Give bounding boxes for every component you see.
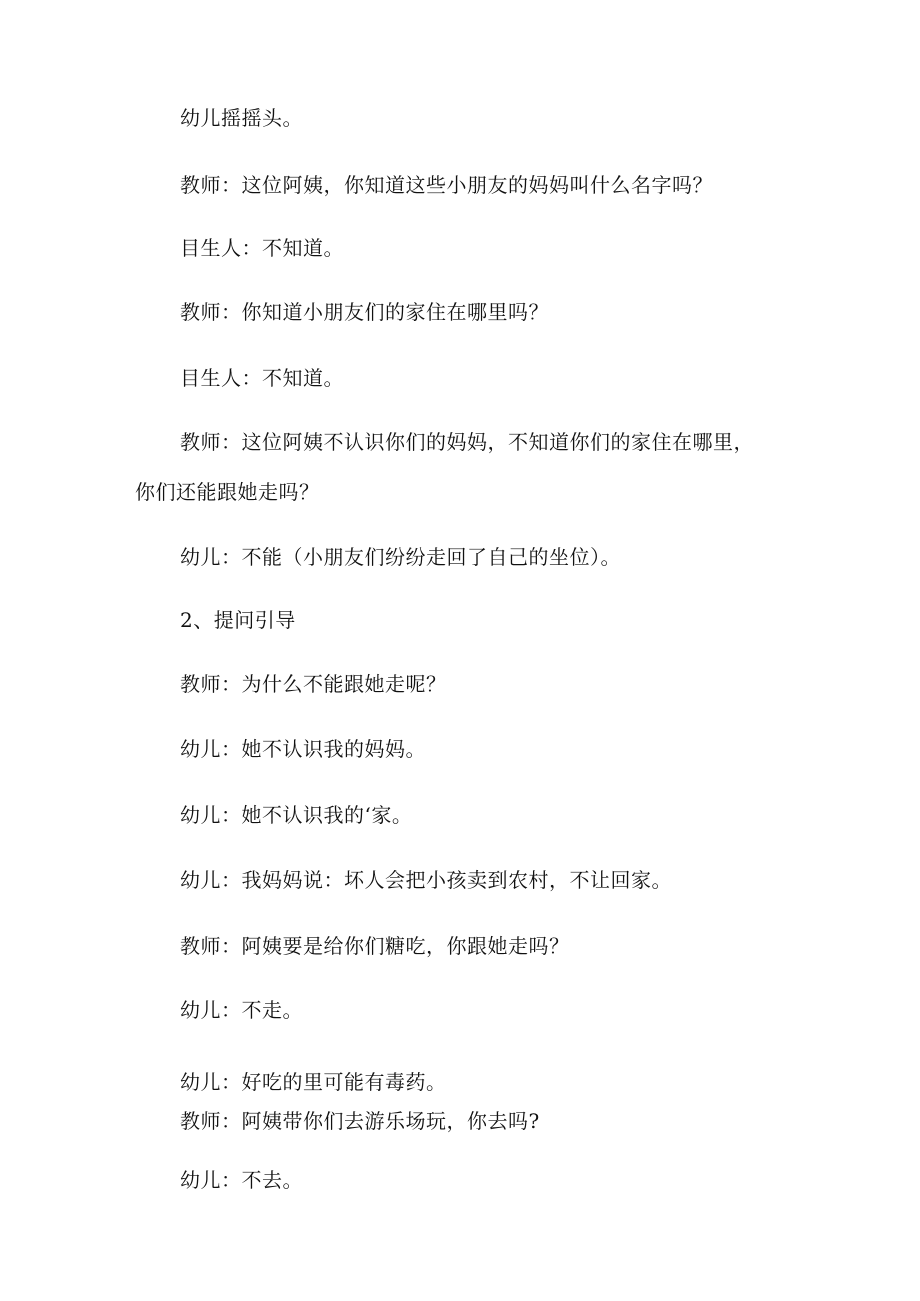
paragraph-line: 幼儿：好吃的里可能有毒药。 [180, 1070, 447, 1094]
paragraph-line: 教师：阿姨要是给你们糖吃，你跟她走吗？ [180, 934, 570, 958]
paragraph-line: 教师：这位阿姨，你知道这些小朋友的妈妈叫什么名字吗？ [180, 173, 713, 197]
paragraph-line: 幼儿：不能（小朋友们纷纷走回了自己的坐位）。 [180, 545, 621, 569]
paragraph-line: 幼儿：不去。 [180, 1168, 303, 1192]
paragraph-line: 幼儿：我妈妈说：坏人会把小孩卖到农村，不让回家。 [180, 868, 672, 892]
section-heading: 2、提问引导 [180, 608, 296, 632]
paragraph-line: 幼儿摇摇头。 [180, 106, 303, 130]
paragraph-line: 目生人：不知道。 [180, 236, 344, 260]
paragraph-line: 目生人：不知道。 [180, 366, 344, 390]
paragraph-line: 教师：阿姨带你们去游乐场玩，你去吗? [180, 1109, 540, 1133]
paragraph-line-continued: 你们还能跟她走吗？ [135, 480, 320, 504]
paragraph-line: 幼儿：她不认识我的妈妈。 [180, 737, 426, 761]
paragraph-line: 幼儿：不走。 [180, 998, 303, 1022]
paragraph-line: 教师：为什么不能跟她走呢？ [180, 672, 447, 696]
paragraph-line: 幼儿：她不认识我的‘家。 [180, 803, 413, 827]
paragraph-line: 教师：这位阿姨不认识你们的妈妈，不知道你们的家住在哪里， [180, 430, 754, 454]
paragraph-line: 教师：你知道小朋友们的家住在哪里吗？ [180, 300, 549, 324]
